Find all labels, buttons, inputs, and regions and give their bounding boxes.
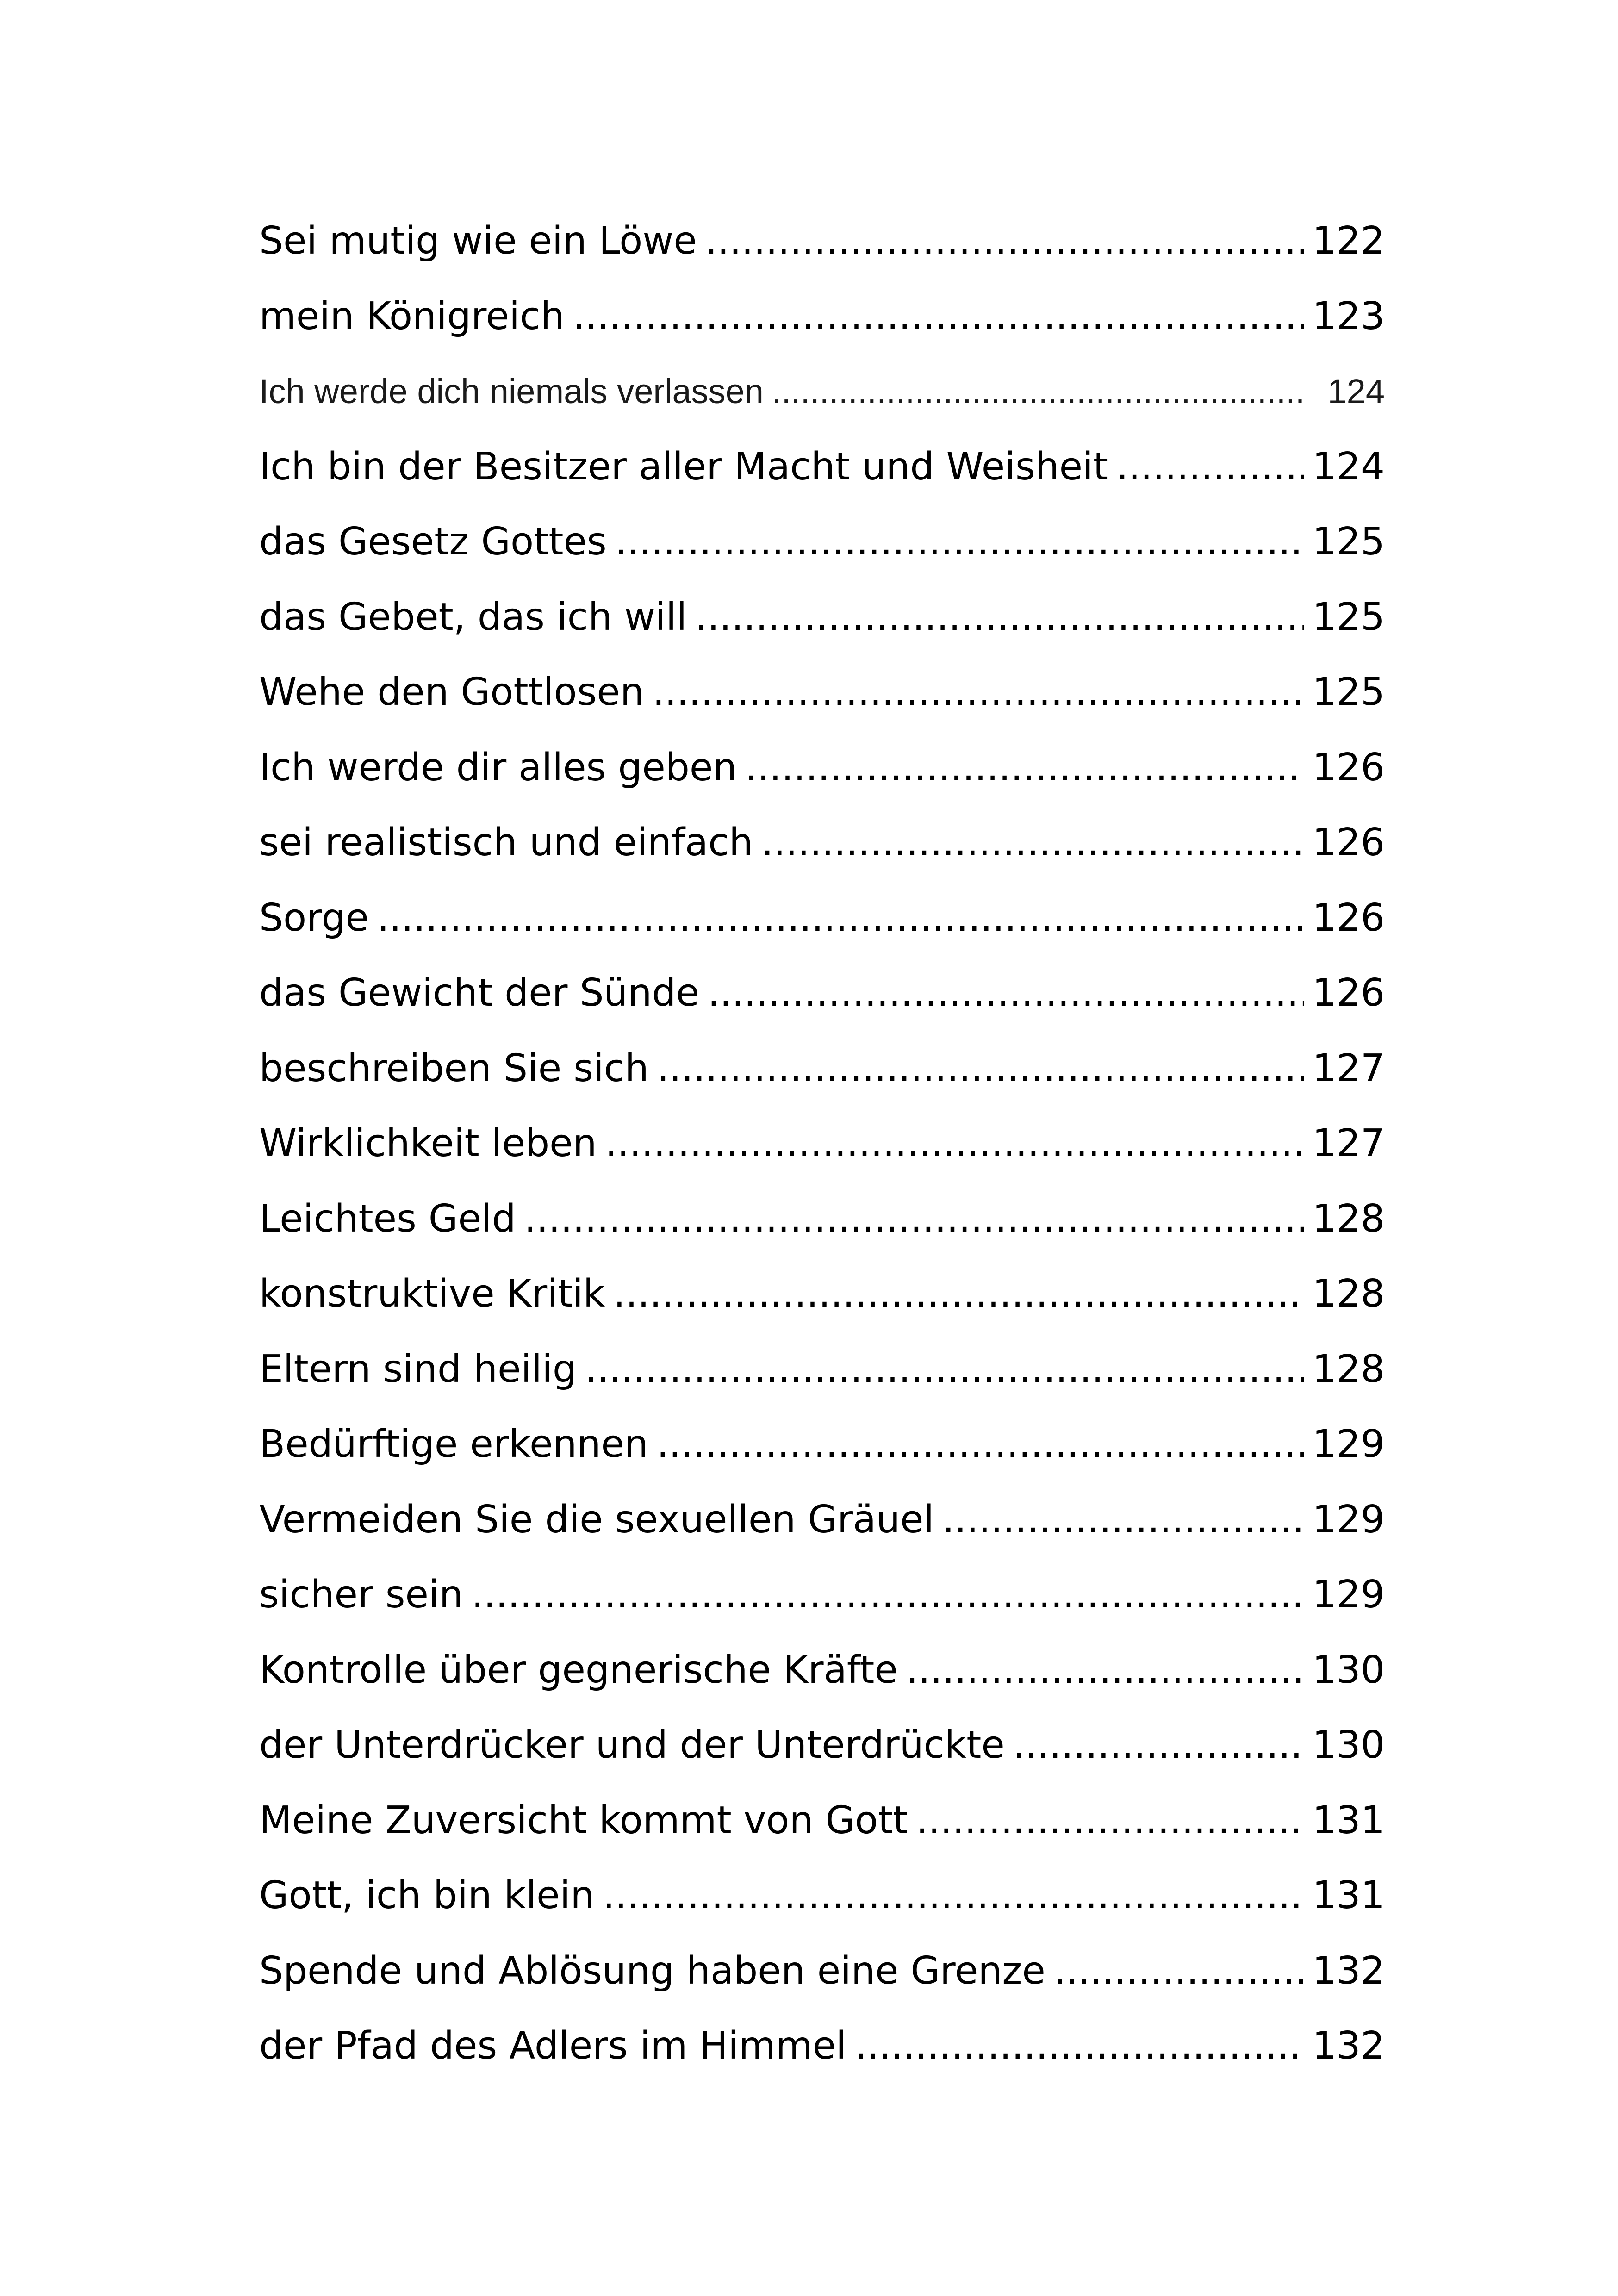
toc-entry-title: Gott, ich bin klein <box>259 1873 595 1917</box>
toc-dot-leader <box>573 279 1304 355</box>
toc-entry[interactable] <box>259 956 1385 1031</box>
toc-entry-title: Bedürftige erkennen <box>259 1422 648 1466</box>
toc-entry[interactable] <box>259 1783 1385 1859</box>
toc-entry-title: der Pfad des Adlers im Himmel <box>259 2024 846 2068</box>
toc-entry-page: 129 <box>1312 1497 1385 1542</box>
toc-entry-title: Spende und Ablösung haben eine Grenze <box>259 1948 1045 1993</box>
toc-dot-leader <box>605 1106 1304 1182</box>
toc-entry[interactable] <box>259 580 1385 655</box>
toc-entry[interactable] <box>259 655 1385 730</box>
toc-dot-leader <box>1013 1708 1304 1783</box>
toc-entry-title: sei realistisch und einfach <box>259 821 753 865</box>
toc-entry-page: 124 <box>1312 444 1385 489</box>
toc-entry[interactable] <box>259 1934 1385 2009</box>
toc-dot-leader <box>524 1182 1304 1257</box>
toc-entry-title: Vermeiden Sie die sexuellen Gräuel <box>259 1497 934 1542</box>
toc-dot-leader <box>705 204 1304 279</box>
toc-entry[interactable] <box>259 204 1385 279</box>
table-of-contents <box>259 204 1385 2084</box>
toc-entry-title: Eltern sind heilig <box>259 1347 577 1391</box>
toc-dot-leader <box>603 1858 1304 1934</box>
toc-entry-title: Ich werde dir alles geben <box>259 745 737 790</box>
toc-entry[interactable] <box>259 1407 1385 1482</box>
toc-entry[interactable] <box>259 1106 1385 1182</box>
toc-dot-leader <box>613 1257 1304 1332</box>
toc-dot-leader <box>657 1407 1304 1482</box>
toc-entry[interactable] <box>259 2009 1385 2084</box>
toc-entry[interactable] <box>259 1482 1385 1558</box>
toc-entry-title: sicher sein <box>259 1573 463 1617</box>
toc-entry-page: 127 <box>1312 1121 1385 1165</box>
toc-entry-page: 131 <box>1312 1798 1385 1842</box>
toc-dot-leader <box>472 1557 1304 1633</box>
toc-entry-title: Wirklichkeit leben <box>259 1121 597 1165</box>
toc-dot-leader <box>916 1783 1304 1859</box>
toc-entry[interactable] <box>259 1182 1385 1257</box>
toc-entry-title: Meine Zuversicht kommt von Gott <box>259 1798 908 1842</box>
toc-dot-leader <box>657 1031 1304 1107</box>
toc-entry[interactable] <box>259 730 1385 806</box>
toc-entry-title: Ich werde dich niemals verlassen <box>259 372 764 411</box>
toc-entry-title: das Gebet, das ich will <box>259 595 687 639</box>
toc-entry[interactable] <box>259 1332 1385 1407</box>
toc-entry-page: 128 <box>1312 1347 1385 1391</box>
toc-entry[interactable] <box>259 1257 1385 1332</box>
toc-dot-leader <box>615 504 1304 580</box>
toc-entry-page: 125 <box>1312 520 1385 564</box>
toc-entry[interactable] <box>259 1031 1385 1107</box>
toc-entry-page: 127 <box>1312 1046 1385 1090</box>
toc-entry-page: 132 <box>1312 1948 1385 1993</box>
toc-entry[interactable] <box>259 279 1385 355</box>
toc-entry-page: 126 <box>1312 896 1385 940</box>
toc-entry[interactable] <box>259 1708 1385 1783</box>
toc-entry-page: 125 <box>1312 670 1385 714</box>
toc-dot-leader <box>708 956 1304 1031</box>
toc-entry[interactable] <box>259 805 1385 881</box>
toc-entry-page: 125 <box>1312 595 1385 639</box>
toc-entry[interactable] <box>259 429 1385 505</box>
toc-entry[interactable] <box>259 1858 1385 1934</box>
toc-entry[interactable] <box>259 354 1385 429</box>
toc-entry-title: Sei mutig wie ein Löwe <box>259 219 697 263</box>
toc-dot-leader <box>942 1482 1304 1558</box>
toc-entry-title: Sorge <box>259 896 369 940</box>
toc-entry-page: 129 <box>1312 1573 1385 1617</box>
toc-entry-title: Kontrolle über gegnerische Kräfte <box>259 1648 898 1692</box>
toc-entry-page: 124 <box>1327 372 1385 411</box>
toc-entry-title: Ich bin der Besitzer aller Macht und Weisheit <box>259 444 1108 489</box>
toc-entry[interactable] <box>259 504 1385 580</box>
toc-dot-leader <box>695 580 1304 655</box>
toc-entry-title: konstruktive Kritik <box>259 1272 605 1316</box>
toc-entry-title: das Gesetz Gottes <box>259 520 607 564</box>
toc-dot-leader <box>745 730 1304 806</box>
toc-dot-leader <box>855 2009 1304 2084</box>
toc-entry-page: 126 <box>1312 971 1385 1015</box>
toc-entry-title: beschreiben Sie sich <box>259 1046 649 1090</box>
toc-entry-title: Leichtes Geld <box>259 1196 516 1241</box>
toc-dot-leader <box>906 1633 1304 1708</box>
toc-entry-title: mein Königreich <box>259 294 565 338</box>
toc-dot-leader <box>1054 1934 1304 2009</box>
toc-dot-leader <box>653 655 1304 730</box>
toc-entry-page: 132 <box>1312 2024 1385 2068</box>
toc-dot-leader <box>1116 429 1304 505</box>
toc-entry-title: Wehe den Gottlosen <box>259 670 644 714</box>
toc-entry-page: 130 <box>1312 1723 1385 1767</box>
toc-entry-page: 130 <box>1312 1648 1385 1692</box>
toc-dot-leader <box>585 1332 1304 1407</box>
toc-entry[interactable] <box>259 881 1385 956</box>
toc-entry-page: 128 <box>1312 1272 1385 1316</box>
toc-dot-leader <box>377 881 1304 956</box>
toc-dot-leader <box>772 354 1307 429</box>
toc-entry-page: 128 <box>1312 1196 1385 1241</box>
toc-entry[interactable] <box>259 1557 1385 1633</box>
toc-entry-page: 126 <box>1312 745 1385 790</box>
toc-entry-page: 126 <box>1312 821 1385 865</box>
toc-entry-title: der Unterdrücker und der Unterdrückte <box>259 1723 1005 1767</box>
toc-entry-page: 122 <box>1312 219 1385 263</box>
toc-entry-page: 131 <box>1312 1873 1385 1917</box>
toc-dot-leader <box>761 805 1304 881</box>
toc-entry-title: das Gewicht der Sünde <box>259 971 699 1015</box>
toc-entry-page: 129 <box>1312 1422 1385 1466</box>
toc-entry-page: 123 <box>1312 294 1385 338</box>
toc-entry[interactable] <box>259 1633 1385 1708</box>
